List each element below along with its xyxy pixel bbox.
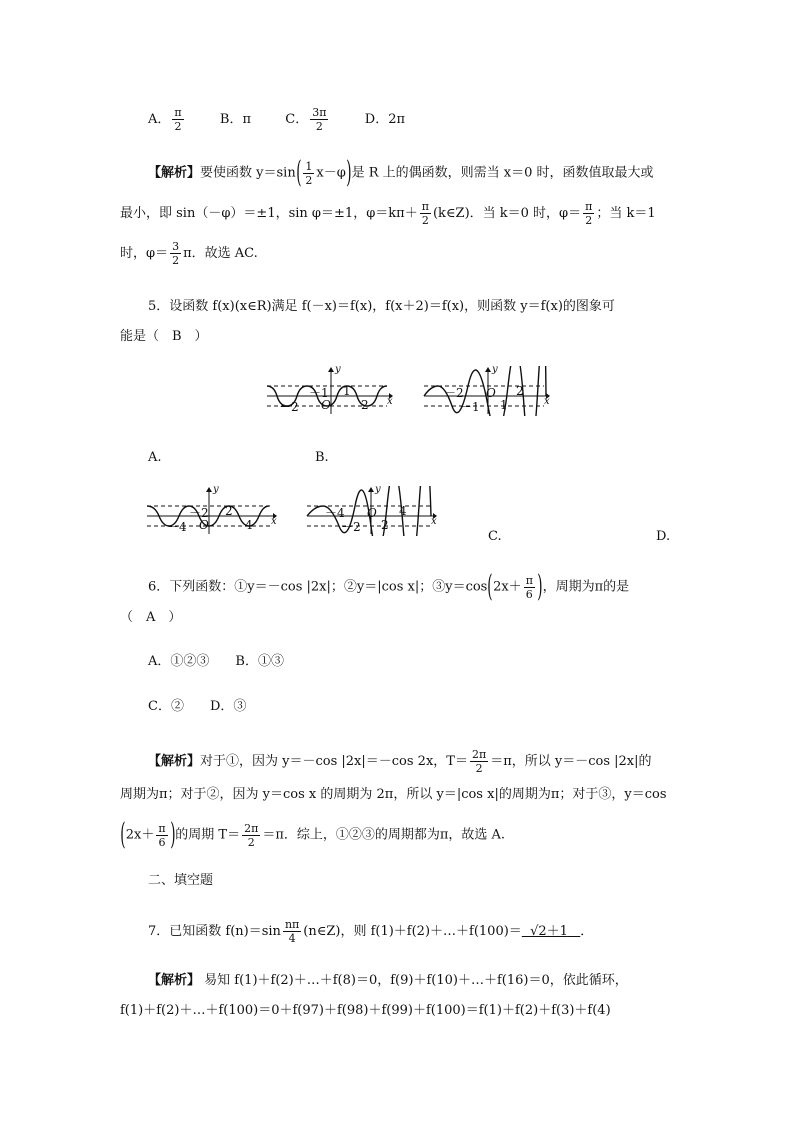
graph-c-tick-neg4: －4: [167, 520, 187, 534]
graph-b-origin: O: [486, 386, 496, 400]
graph-b-axis-x: x: [544, 396, 550, 407]
section-heading: 二、填空题: [148, 873, 214, 888]
q6-analysis-line-2: 周期为π；对于②，因为 y＝cos x 的周期为 2π，所以 y＝|cos x|的周期为π；对于③，y＝cos: [120, 787, 667, 802]
q5-label-c: C.: [488, 529, 502, 544]
graph-b: [422, 366, 552, 416]
graph-d-tick-2: 2: [381, 518, 389, 532]
analysis-tag: 【解析】: [148, 165, 201, 181]
graph-b-axis-y: y: [492, 364, 498, 375]
graph-c-axis-x: x: [271, 516, 277, 527]
graph-b-tick-1: 1: [500, 398, 508, 412]
graph-c-axis-y: y: [213, 484, 219, 495]
q6-options-2: C．② D．③: [148, 699, 247, 714]
graph-b-tick-neg1: －1: [460, 400, 480, 414]
q4-option-c-label: C．: [285, 112, 309, 127]
graph-d-origin: O: [367, 506, 377, 520]
graph-a-axis-x: x: [387, 396, 393, 407]
graph-a-tick-1: 1: [343, 384, 351, 398]
graph-c-origin: O: [199, 518, 209, 532]
q7-analysis-line-1: 【解析】 易知 f(1)＋f(2)＋…＋f(8)＝0，f(9)＋f(10)＋…＋f(16)＝0，依此循环，: [148, 973, 628, 988]
q4-option-d: D．2π: [364, 112, 406, 127]
q4-analysis-line-3: 时，φ＝ $\frac{3}{2}$ π．故选 AC.: [120, 240, 258, 267]
graph-d-tick-neg4: －4: [325, 506, 345, 520]
q7-analysis-line-2: f(1)＋f(2)＋…＋f(100)＝0＋f(97)＋f(98)＋f(99)＋f(100)＝f(1)＋f(2)＋f(3)＋f(4): [120, 1003, 611, 1018]
graph-b-tick-2: 2: [516, 384, 524, 398]
q4-option-c-fraction: $\frac{3\pi}{2}$: [312, 106, 327, 133]
q5-label-a: A.: [148, 450, 162, 465]
q4-option-a-label: A．: [148, 112, 171, 127]
q6-stem-line-1: 6．下列函数：①y＝－cos |2x|；②y＝|cos x|；③y＝cos(2x＋ $\frac{\pi}{6}$ )，周期为π的是: [148, 569, 630, 604]
q4-options: [148, 106, 405, 133]
q4-option-b: B．π: [219, 112, 252, 127]
graph-c: [145, 486, 280, 536]
q6-analysis-line-1: 【解析】对于①，因为 y＝－cos |2x|＝－cos 2x，T＝ $\frac{2\pi}{2}$ ＝π，所以 y＝－cos |2x|的: [148, 748, 652, 775]
q5-stem-line-1: 5．设函数 f(x)(x∈R)满足 f(－x)＝f(x)，f(x＋2)＝f(x)，则函数 y＝f(x)的图象可: [148, 299, 615, 314]
q6-options-1: A．①②③ B．①③: [148, 654, 284, 669]
graph-d-tick-neg2: －2: [341, 520, 361, 534]
q7-answer: √2＋1: [530, 924, 568, 939]
graph-a-tick-neg1: －1: [309, 386, 329, 400]
graph-d-axis-y: y: [375, 484, 381, 495]
graph-d: [305, 486, 440, 536]
graph-c-tick-neg2: －2: [189, 506, 209, 520]
graph-a-tick-2: 2: [361, 398, 369, 412]
q4-option-a-fraction: $\frac{\pi}{2}$: [174, 106, 182, 133]
q4-analysis-line-1: 【解析】要使函数 y＝sin( $\frac{1}{2}$ x－φ)是 R 上的偶函数，则需当 x＝0 时，函数值取最大或: [148, 155, 654, 190]
q5-stem-line-2: 能是（ B ）: [120, 329, 208, 344]
graph-a: [265, 366, 395, 416]
analysis-tag: 【解析】: [148, 754, 201, 769]
graph-d-tick-4: 4: [399, 504, 407, 518]
graph-c-tick-2: 2: [225, 504, 233, 518]
graph-a-axis-y: y: [335, 364, 341, 375]
graph-b-curve: [424, 366, 546, 416]
q5-label-b: B.: [315, 450, 329, 465]
graph-c-tick-4: 4: [245, 518, 253, 532]
q6-stem-line-2: （ A ）: [120, 610, 182, 625]
graph-d-axis-x: x: [431, 516, 437, 527]
analysis-tag: 【解析】: [148, 973, 201, 988]
graph-a-origin: O: [321, 398, 331, 412]
q4-analysis-line-2: 最小，即 sin（－φ）＝±1，sin φ＝±1，φ＝kπ＋ $\frac{\pi}{2}$ (k∈Z)．当 k＝0 时，φ＝ $\frac{\pi}{2}$ ；当 k＝1: [120, 200, 656, 227]
q5-label-d: D.: [656, 529, 671, 544]
q6-analysis-line-3: (2x＋ $\frac{\pi}{6}$ )的周期 T＝ $\frac{2\pi}{2}$ ＝π．综上，①②③的周期都为π，故选 A.: [120, 817, 506, 852]
q7-stem: 7．已知函数 f(n)＝sin $\frac{n\pi}{4}$ (n∈Z)，则 f(1)＋f(2)＋…＋f(100)＝ √2＋1 ．: [148, 918, 594, 945]
graph-b-tick-neg2: －2: [444, 386, 464, 400]
graph-a-tick-neg2: －2: [279, 400, 299, 414]
